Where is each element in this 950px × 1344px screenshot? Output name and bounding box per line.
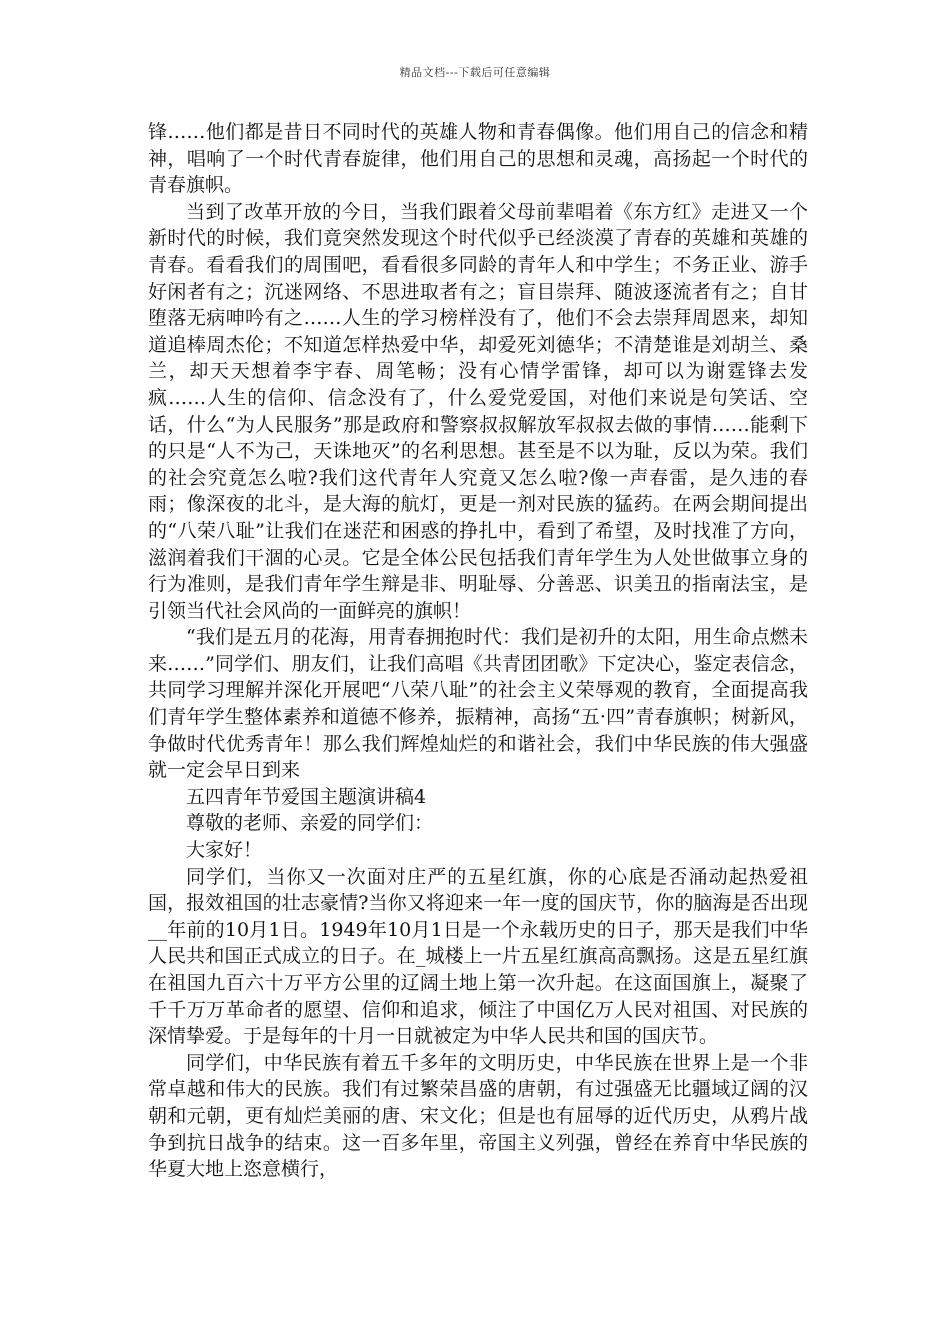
- paragraph: “我们是五月的花海，用青春拥抱时代：我们是初升的太阳，用生命点燃未来……”同学们、朋友们，让我们高唱《共青团团歌》下定决心，鉴定表信念，共同学习理解并深化开展吧“八荣八耻”的社会主义荣辱观的教育，全面提高我们青年学生整体素养和道德不修养，振精神，高扬“五·四”青春旗帜；树新风，争做时代优秀青年！那么我们辉煌灿烂的和谐社会，我们中华民族的伟大强盛就一定会早日到来: [148, 626, 808, 782]
- paragraph: 当到了改革开放的今日，当我们跟着父母前辈唱着《东方红》走进又一个新时代的时候，我们竟突然发现这个时代似乎已经淡漠了青春的英雄和英雄的青春。看看我们的周围吧，看看很多同龄的青年人和中学生；不务正业、游手好闲者有之；沉迷网络、不思进取者有之；盲目崇拜、随波逐流者有之；自甘堕落无病呻吟有之……人生的学习榜样没有了，他们不会去崇拜周恩来，却知道追棒周杰伦；不知道怎样热爱中华，却爱死刘德华；不清楚谁是刘胡兰、桑兰，却天天想着李宇春、周笔畅；没有心情学雷锋，却可以为谢霆锋去发疯……人生的信仰、信念没有了，什么爱党爱国，对他们来说是句笑话、空话，什么“为人民服务”那是政府和警察叔叔解放军叔叔去做的事情……能剩下的只是“人不为己，天诛地灭”的名利思想。甚至是不以为耻，反以为荣。我们的社会究竟怎么啦?我们这代青年人究竟又怎么啦?像一声春雷，是久违的春雨；像深夜的北斗，是大海的航灯，更是一剂对民族的猛药。在两会期间提出的“八荣八耻”让我们在迷茫和困惑的挣扎中，看到了希望，及时找准了方向，滋润着我们干涸的心灵。它是全体公民包括我们青年学生为人处世做事立身的行为准则，是我们青年学生辩是非、明耻辱、分善恶、识美丑的指南法宝，是引领当代社会风尚的一面鲜亮的旗帜！: [148, 200, 808, 622]
- section-title: 五四青年节爱国主题演讲稿4: [186, 785, 427, 808]
- paragraph: 同学们，中华民族有着五千多年的文明历史，中华民族在世界上是一个非常卓越和伟大的民族。我们有过繁荣昌盛的唐朝，有过强盛无比疆域辽阔的汉朝和元朝，更有灿烂美丽的唐、宋文化；但是也有屈辱的近代历史，从鸦片战争到抗日战争的结束。这一百多年里，帝国主义列强，曾经在养育中华民族的华夏大地上恣意横行，: [148, 1051, 808, 1181]
- paragraph: 同学们，当你又一次面对庄严的五星红旗，你的心底是否涌动起热爱祖国，报效祖国的壮志豪情?当你又将迎来一年一度的国庆节，你的脑海是否出现__年前的10月1日。1949年10月1日是一个永载历史的日子，那天是我们中华人民共和国正式成立的日子。在_城楼上一片五星红旗高高飘扬。这是五星红旗在祖国九百六十万平方公里的辽阔土地上第一次升起。在这面国旗上，凝聚了千千万万革命者的愿望、信仰和追求，倾注了中国亿万人民对祖国、对民族的深情挚爱。于是每年的十月一日就被定为中华人民共和国的国庆节。: [148, 865, 808, 1048]
- page-header: 精品文档---下载后可任意编辑: [399, 66, 551, 79]
- greeting: 大家好！: [186, 839, 263, 862]
- salutation: 尊敬的老师、亲爱的同学们：: [186, 812, 434, 835]
- document-body: [148, 119, 808, 1183]
- paragraph: 锋……他们都是昔日不同时代的英雄人物和青春偶像。他们用自己的信念和精神，唱响了一个时代青春旋律，他们用自己的思想和灵魂，高扬起一个时代的青春旗帜。: [148, 121, 808, 197]
